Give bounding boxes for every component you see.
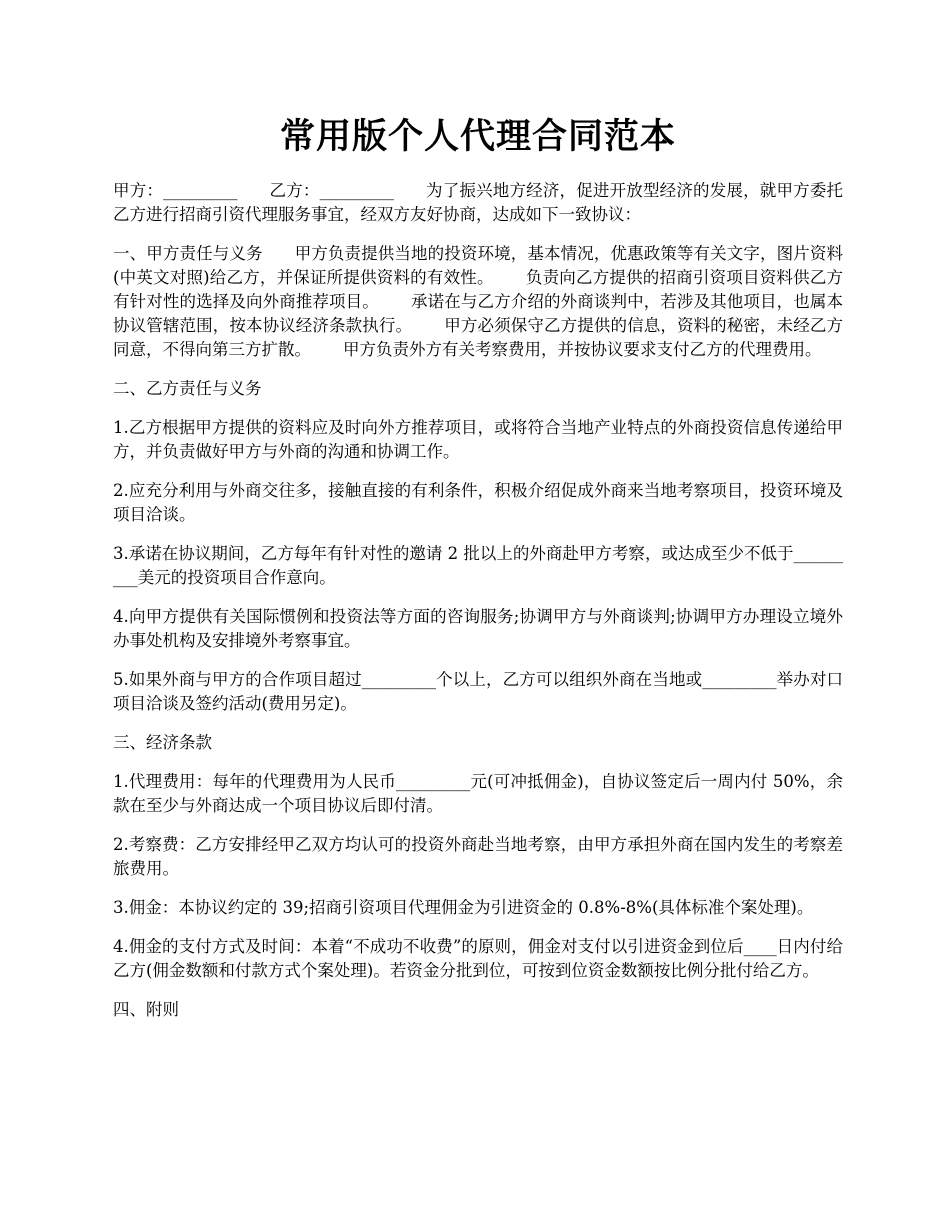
intro-paragraph xyxy=(113,179,843,227)
party-b-field: 乙方：_________ xyxy=(269,181,394,200)
intro-text: 为了振兴地方经济，促进开放型经济的发展，就甲方委托乙方进行招商引资代理服务事宜，经双方友好协商，达成如下一致协议： xyxy=(113,181,843,224)
section-2-item-1: 1.乙方根据甲方提供的资料应及时向外方推荐项目，或将符合当地产业特点的外商投资信息传递给甲方，并负责做好甲方与外商的沟通和协调工作。 xyxy=(113,418,843,461)
section-3-heading: 三、经济条款 xyxy=(113,733,212,752)
document-title: 常用版个人代理合同范本 xyxy=(279,116,676,157)
section-2-item-2: 2.应充分利用与外商交往多，接触直接的有利条件，积极介绍促成外商来当地考察项目，投资环境及项目洽谈。 xyxy=(113,481,843,524)
section-2-item-3: 3.承诺在协议期间，乙方每年有针对性的邀请 2 批以上的外商赴甲方考察，或达成至少不低于_________美元的投资项目合作意向。 xyxy=(113,544,843,587)
section-1-clause-5: 甲方负责外方有关考察费用，并按协议要求支付乙方的代理费用。 xyxy=(343,340,822,359)
section-2-item-4: 4.向甲方提供有关国际惯例和投资法等方面的咨询服务;协调甲方与外商谈判;协调甲方办理设立境外办事处机构及安排境外考察事宜。 xyxy=(113,607,843,650)
section-1-clause-1: 甲方负责提供当地的投资环境，基本情况，优惠政策等有关文字，图片资料(中英文对照)给乙方，并保证所提供资料的有效性。 xyxy=(113,244,844,287)
section-3-item-4: 4.佣金的支付方式及时间：本着“不成功不收费”的原则，佣金对支付以引进资金到位后____日内付给乙方(佣金数额和付款方式个案处理)。若资金分批到位，可按到位资金数额按比例分批付给乙方。 xyxy=(113,937,843,980)
document-page xyxy=(113,112,843,1037)
section-1-clause-4: 甲方必须保守乙方提供的信息，资料的秘密，未经乙方同意，不得向第三方扩散。 xyxy=(113,316,844,359)
section-2-heading: 二、乙方责任与义务 xyxy=(113,379,262,398)
section-3-item-2: 2.考察费：乙方安排经甲乙双方均认可的投资外商赴当地考察，由甲方承担外商在国内发生的考察差旅费用。 xyxy=(113,835,843,878)
party-a-field: 甲方：_________ xyxy=(113,181,238,200)
section-1-clause-3: 承诺在与乙方介绍的外商谈判中，若涉及其他项目，也属本协议管辖范围，按本协议经济条款执行。 xyxy=(113,292,844,335)
section-1-heading: 一、甲方责任与义务 xyxy=(113,244,263,263)
section-4-heading: 四、附则 xyxy=(113,1000,179,1019)
section-3-item-3: 3.佣金：本协议约定的 39;招商引资项目代理佣金为引进资金的 0.8%-8%(具体标准个案处理)。 xyxy=(113,898,814,917)
section-2-item-5: 5.如果外商与甲方的合作项目超过_________个以上，乙方可以组织外商在当地或_________举办对口项目洽谈及签约活动(费用另定)。 xyxy=(113,670,843,713)
section-1-clause-2: 负责向乙方提供的招商引资项目资料供乙方有针对性的选择及向外商推荐项目。 xyxy=(113,268,844,311)
section-1-paragraph xyxy=(113,242,843,362)
section-3-item-1: 1.代理费用：每年的代理费用为人民币_________元(可冲抵佣金)，自协议签定后一周内付 50%，余款在至少与外商达成一个项目协议后即付清。 xyxy=(113,772,843,815)
